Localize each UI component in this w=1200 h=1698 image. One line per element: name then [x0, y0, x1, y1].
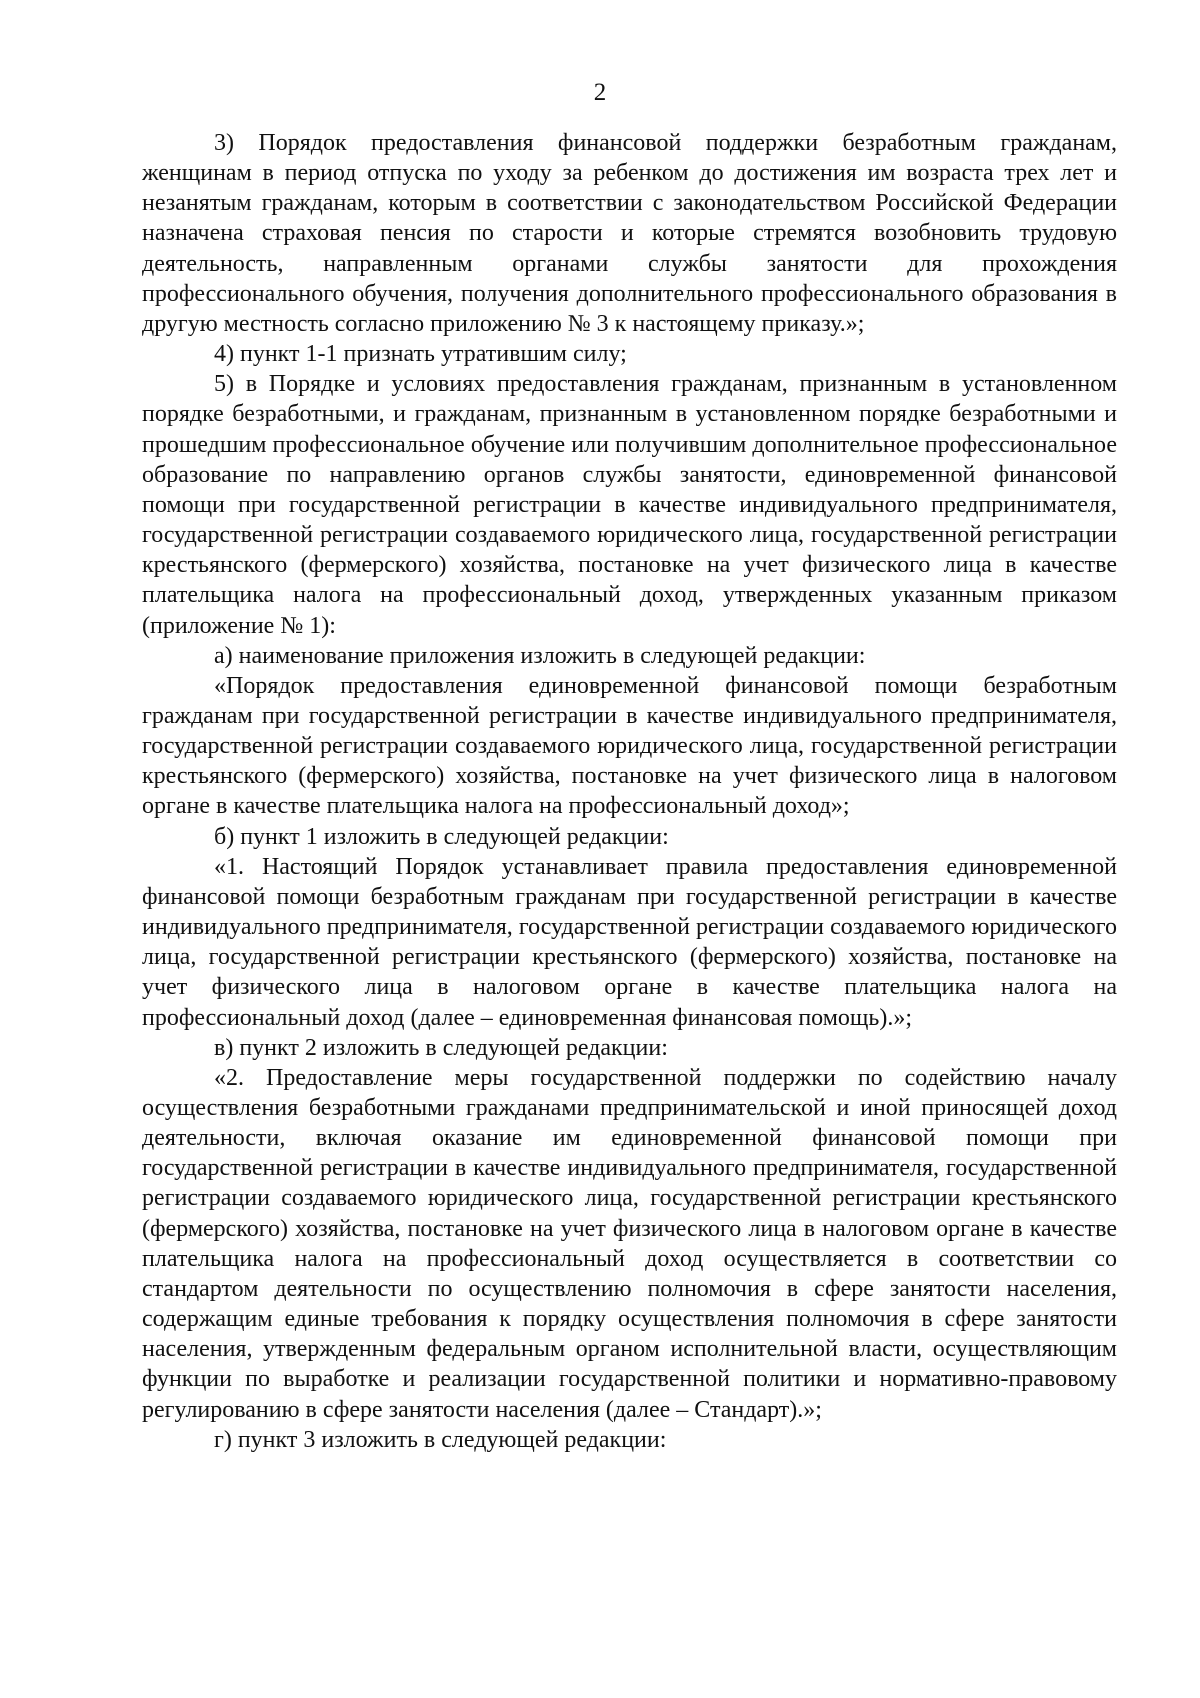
page-number: 2 [593, 79, 607, 106]
subparagraph-b: б) пункт 1 изложить в следующей редакции: [214, 823, 669, 850]
subparagraph-v: в) пункт 2 изложить в следующей редакции: [214, 1034, 668, 1061]
document-body [142, 128, 1117, 1455]
quoted-point-1: «1. Настоящий Порядок устанавливает правила предоставления единовременной финансовой помощи безработным гражданам при государственной регистрации в качестве индивидуального предпринимателя, государственной регистрации создаваемого юридического лица, государственной регистрации крестьянского (фермерского) хозяйства, постановке на учет физического лица в налоговом органе в качестве плательщика налога на профессиональный доход (далее – единовременная финансовая помощь).»; [142, 853, 1117, 1031]
paragraph-item-5: 5) в Порядке и условиях предоставления гражданам, признанным в установленном порядке безработными, и гражданам, признанным в установленном порядке безработными и прошедшим профессиональное обучение или получившим дополнительное профессиональное образование по направлению органов службы занятости, единовременной финансовой помощи при государственной регистрации в качестве индивидуального предпринимателя, государственной регистрации создаваемого юридического лица, государственной регистрации крестьянского (фермерского) хозяйства, постановке на учет физического лица в качестве плательщика налога на профессиональный доход, утвержденных указанным приказом (приложение № 1): [142, 371, 1117, 639]
quoted-point-2: «2. Предоставление меры государственной поддержки по содействию началу осуществления безработными гражданами предпринимательской и иной приносящей доход деятельности, включая оказание им единовременной финансовой помощи при государственной регистрации в качестве индивидуального предпринимателя, государственной регистрации создаваемого юридического лица, государственной регистрации крестьянского (фермерского) хозяйства, постановке на учет физического лица в налоговом органе в качестве плательщика налога на профессиональный доход осуществляется в соответствии со стандартом деятельности по осуществлению полномочия в сфере занятости населения, содержащим единые требования к порядку осуществления полномочия в сфере занятости населения, утвержденным федеральным органом исполнительной власти, осуществляющим функции по выработке и реализации государственной политики и нормативно-правовому регулированию в сфере занятости населения (далее – Стандарт).»; [142, 1064, 1117, 1423]
subparagraph-a: а) наименование приложения изложить в следующей редакции: [214, 642, 866, 669]
subparagraph-g: г) пункт 3 изложить в следующей редакции: [214, 1426, 667, 1453]
quoted-title: «Порядок предоставления единовременной финансовой помощи безработным гражданам при государственной регистрации в качестве индивидуального предпринимателя, государственной регистрации создаваемого юридического лица, государственной регистрации крестьянского (фермерского) хозяйства, постановке на учет физического лица в налоговом органе в качестве плательщика налога на профессиональный доход»; [142, 672, 1117, 820]
paragraph-item-4: 4) пункт 1-1 признать утратившим силу; [214, 341, 627, 368]
paragraph-item-3: 3) Порядок предоставления финансовой поддержки безработным гражданам, женщинам в период отпуска по уходу за ребенком до достижения им возраста трех лет и незанятым гражданам, которым в соответствии с законодательством Российской Федерации назначена страховая пенсия по старости и которые стремятся возобновить трудовую деятельность, направленным органами службы занятости для прохождения профессионального обучения, получения дополнительного профессионального образования в другую местность согласно приложению № 3 к настоящему приказу.»; [142, 130, 1117, 337]
